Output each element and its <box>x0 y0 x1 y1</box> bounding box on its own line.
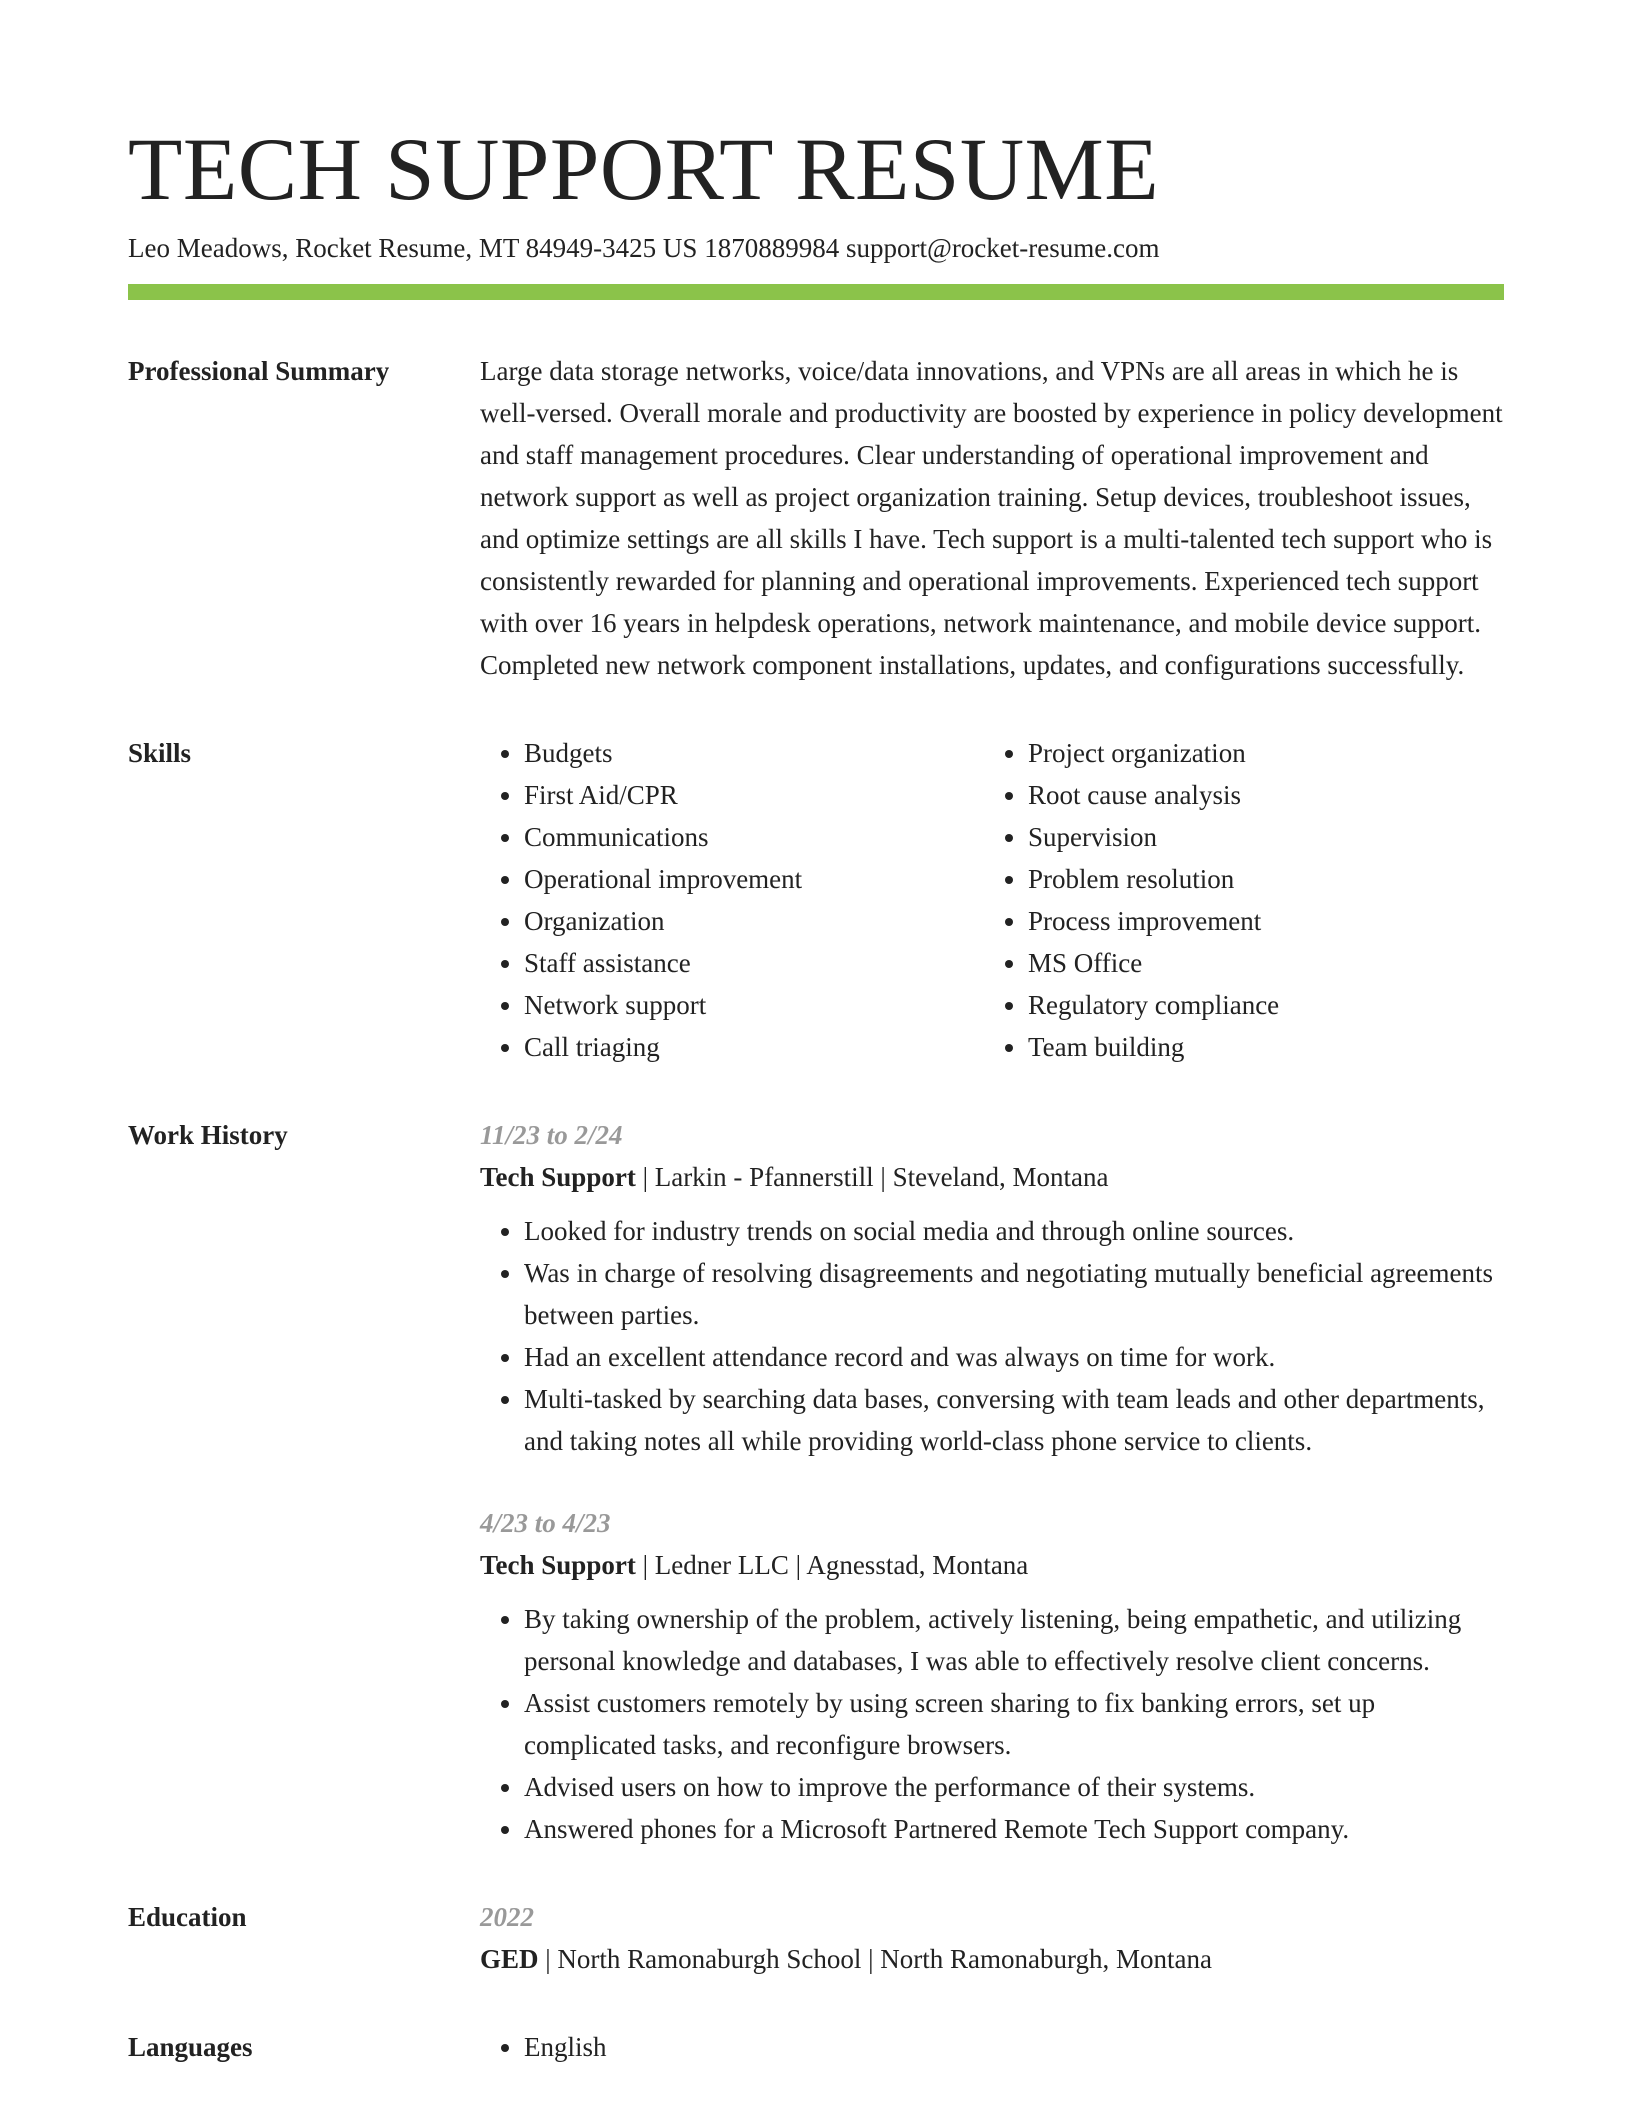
skill-item: • MS Office <box>1028 942 1488 984</box>
education-year: 2022 <box>480 1902 534 1932</box>
skill-item: • Organization <box>524 900 984 942</box>
languages-heading: Languages <box>128 2032 253 2062</box>
job-bullet: • Assist customers remotely by using screen sharing to fix banking errors, set up complicated tasks, and reconfigure browsers. <box>524 1682 1504 1766</box>
job-bullet: • Advised users on how to improve the performance of their systems. <box>524 1766 1504 1808</box>
job-entry <box>480 1114 1504 1462</box>
job-bullets <box>480 1210 1504 1462</box>
skill-item: • Team building <box>1028 1026 1488 1068</box>
work-history-heading: Work History <box>128 1120 288 1150</box>
job-header <box>480 1156 1504 1198</box>
accent-divider <box>128 284 1504 300</box>
contact-address: Leo Meadows, Rocket Resume, MT 84949-3425 US <box>128 233 698 263</box>
work-history-section <box>128 1114 1504 1850</box>
skill-item: • Root cause analysis <box>1028 774 1488 816</box>
skill-item: • Budgets <box>524 732 984 774</box>
skill-item: • Operational improvement <box>524 858 984 900</box>
job-bullets <box>480 1598 1504 1850</box>
summary-heading: Professional Summary <box>128 356 390 386</box>
job-title: Tech Support <box>480 1550 636 1580</box>
languages-list <box>480 2026 1504 2068</box>
skill-item: • Regulatory compliance <box>1028 984 1488 1026</box>
job-dates: 11/23 to 2/24 <box>480 1120 623 1150</box>
skills-section <box>128 732 1504 1068</box>
job-entry <box>480 1502 1504 1850</box>
job-details: | Larkin - Pfannerstill | Steveland, Montana <box>635 1162 1109 1192</box>
education-degree: GED <box>480 1944 539 1974</box>
skill-item: • Supervision <box>1028 816 1488 858</box>
job-title: Tech Support <box>480 1162 636 1192</box>
education-heading: Education <box>128 1902 247 1932</box>
skill-item: • Communications <box>524 816 984 858</box>
job-dates: 4/23 to 4/23 <box>480 1508 611 1538</box>
job-bullet: • Answered phones for a Microsoft Partnered Remote Tech Support company. <box>524 1808 1504 1850</box>
contact-line <box>128 230 1504 266</box>
education-section <box>128 1896 1504 1980</box>
skill-item: • Project organization <box>1028 732 1488 774</box>
job-header <box>480 1544 1504 1586</box>
skills-list-right <box>984 732 1488 1068</box>
skill-item: • First Aid/CPR <box>524 774 984 816</box>
education-details: | North Ramonaburgh School | North Ramonaburgh, Montana <box>538 1944 1212 1974</box>
skill-item: • Call triaging <box>524 1026 984 1068</box>
skills-list-left <box>480 732 984 1068</box>
language-item: • English <box>524 2026 1504 2068</box>
job-bullet: • Was in charge of resolving disagreements and negotiating mutually beneficial agreements between parties. <box>524 1252 1504 1336</box>
job-details: | Ledner LLC | Agnesstad, Montana <box>635 1550 1029 1580</box>
page-title: TECH SUPPORT RESUME <box>128 121 1160 219</box>
skill-item: • Staff assistance <box>524 942 984 984</box>
education-header <box>480 1938 1504 1980</box>
skill-item: • Problem resolution <box>1028 858 1488 900</box>
resume-page <box>128 122 1504 2068</box>
languages-section <box>128 2026 1504 2068</box>
contact-email: support@rocket-resume.com <box>845 233 1160 263</box>
summary-text: Large data storage networks, voice/data innovations, and VPNs are all areas in which he is well-versed. Overall morale and productivity are boosted by experience in policy development and staff management procedures. Clear understanding of operational improvement and network support as well as project organization training. Setup devices, troubleshoot issues, and optimize settings are all skills I have. Tech support is a multi-talented tech support who is consistently rewarded for planning and operational improvements. Experienced tech support with over 16 years in helpdesk operations, network maintenance, and mobile device support. Completed new network component installations, updates, and configurations successfully. <box>480 356 1503 680</box>
contact-phone: 1870889984 <box>704 233 840 263</box>
job-bullet: • Multi-tasked by searching data bases, conversing with team leads and other departments, and taking notes all while providing world-class phone service to clients. <box>524 1378 1504 1462</box>
job-bullet: • Looked for industry trends on social media and through online sources. <box>524 1210 1504 1252</box>
skill-item: • Process improvement <box>1028 900 1488 942</box>
skills-heading: Skills <box>128 738 192 768</box>
summary-section <box>128 350 1504 686</box>
job-bullet: • By taking ownership of the problem, actively listening, being empathetic, and utilizing personal knowledge and databases, I was able to effectively resolve client concerns. <box>524 1598 1504 1682</box>
skill-item: • Network support <box>524 984 984 1026</box>
job-bullet: • Had an excellent attendance record and was always on time for work. <box>524 1336 1504 1378</box>
